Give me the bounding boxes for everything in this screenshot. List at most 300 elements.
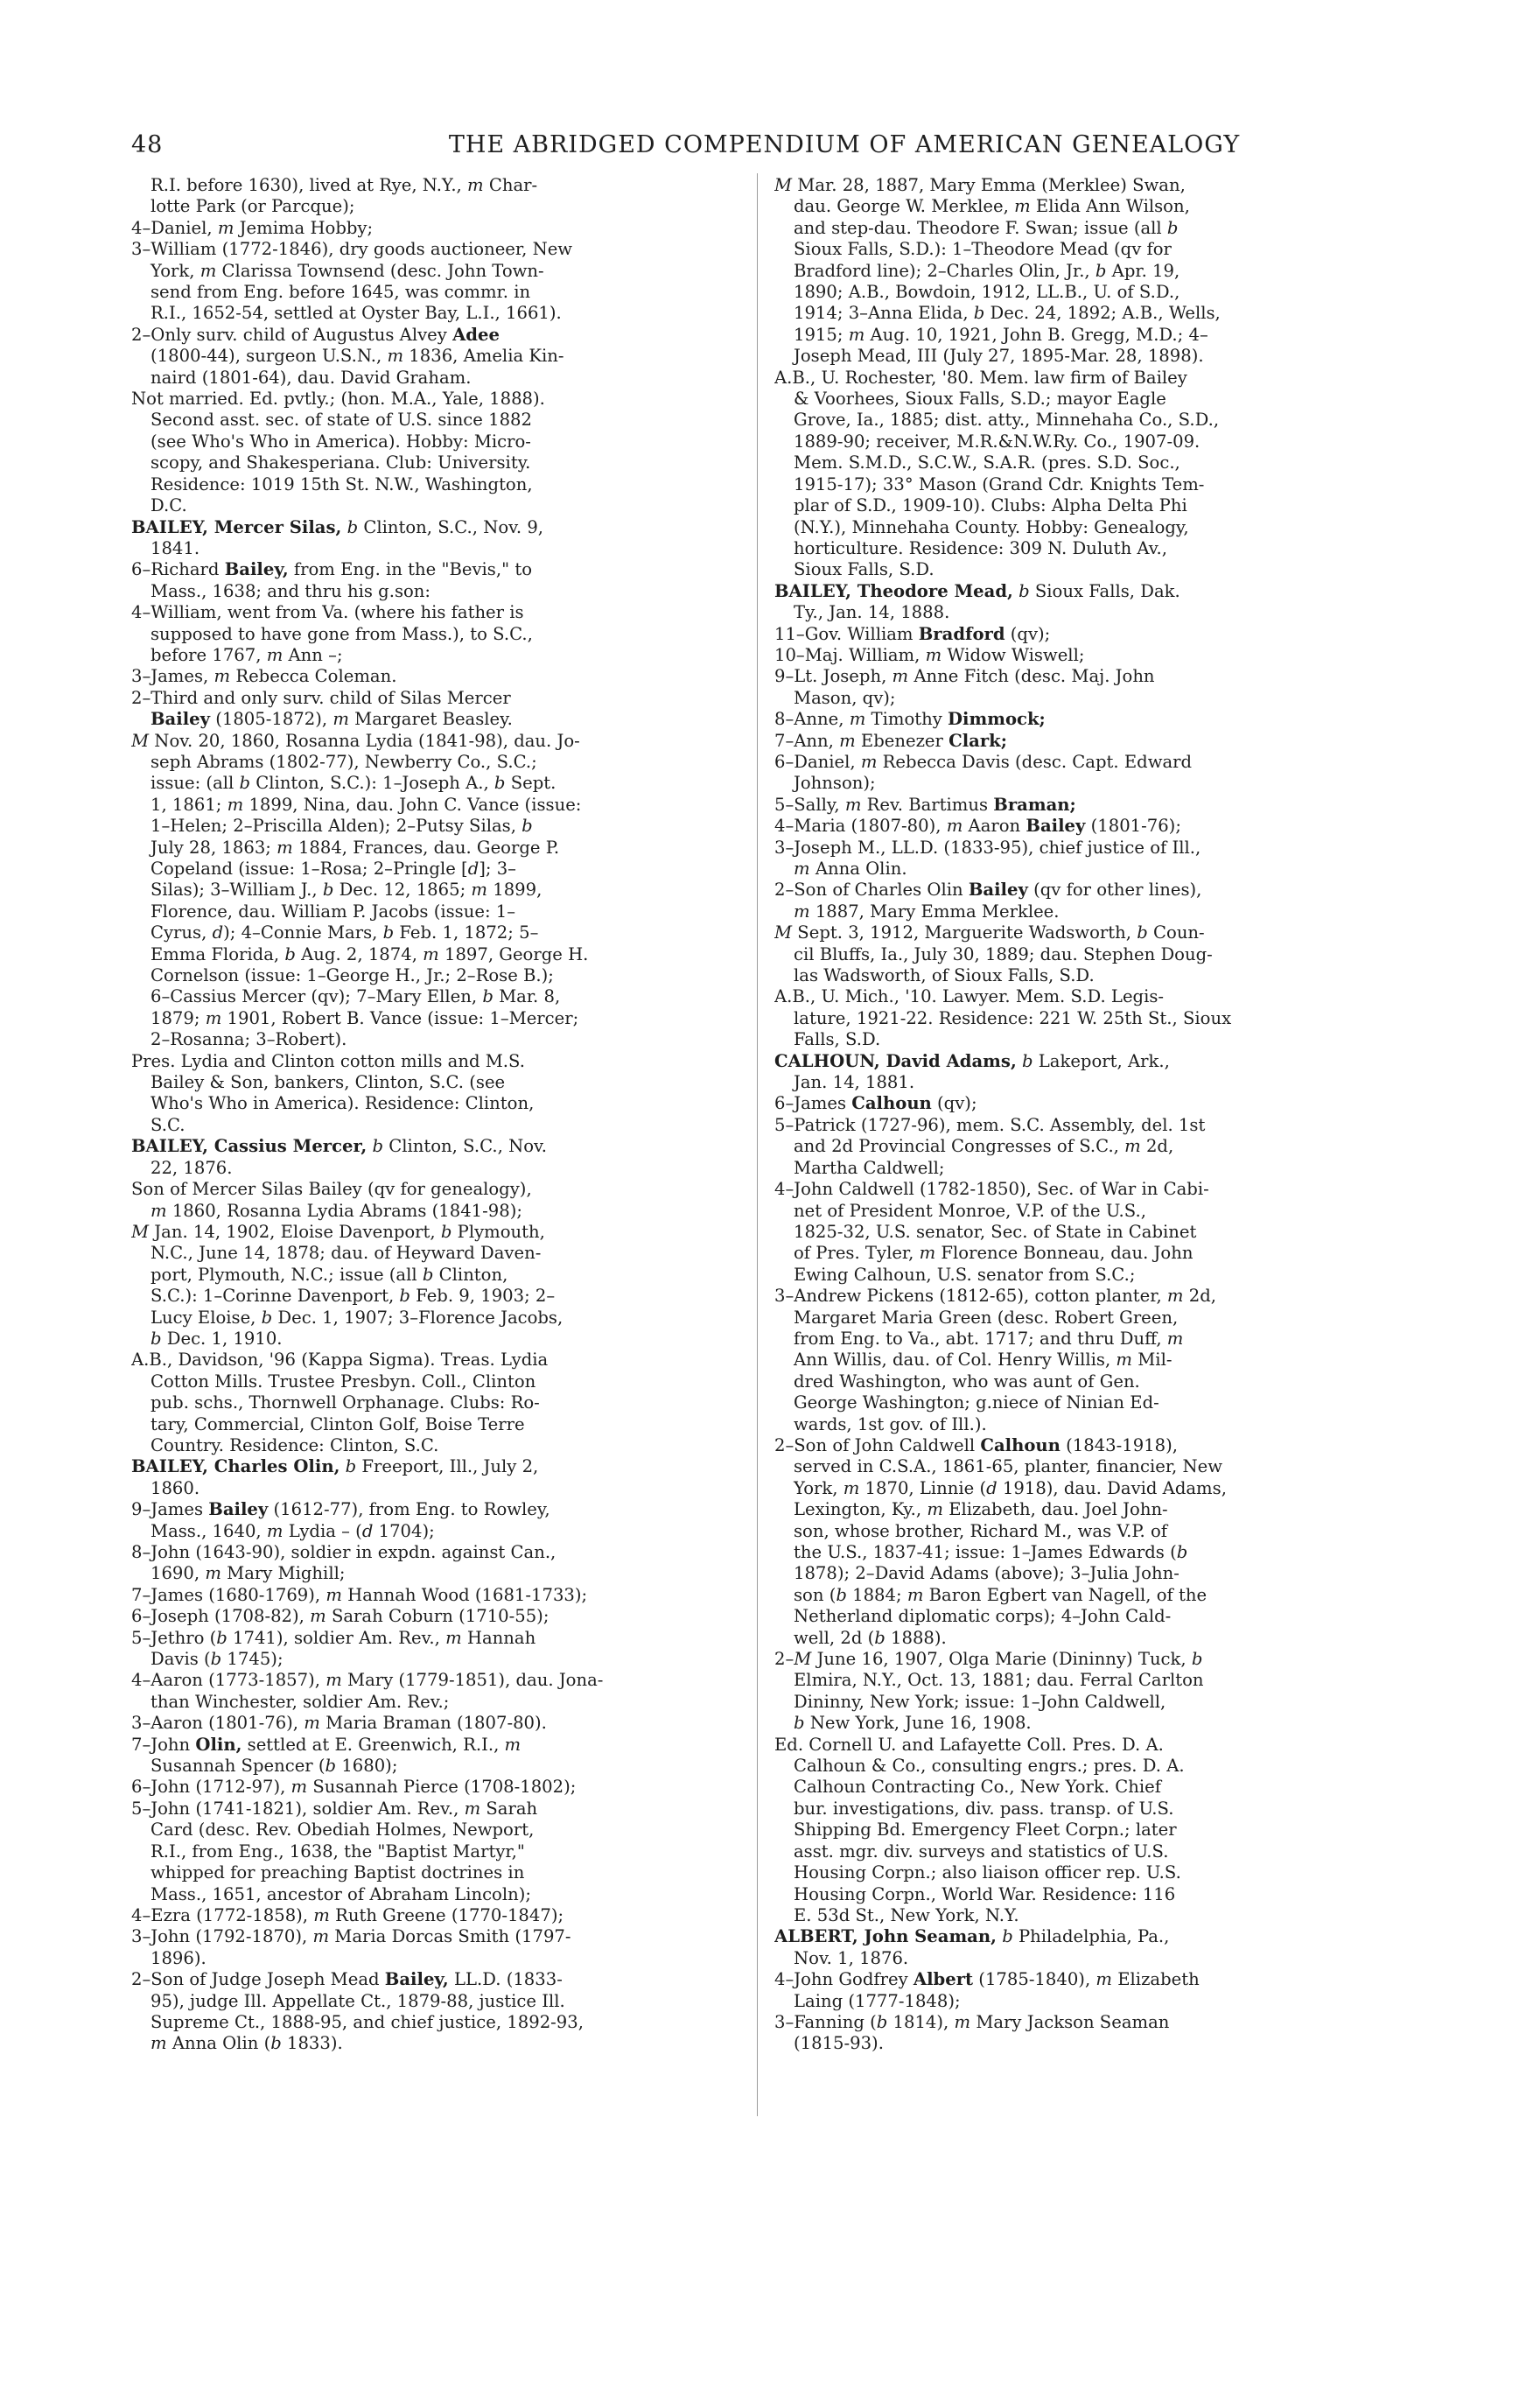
italic-text: m: [200, 260, 217, 281]
line-text: George Washington; g.niece of Ninian Ed-: [794, 1392, 1159, 1413]
entry-line: [131, 1628, 739, 1649]
line-text: whipped for preaching Baptist doctrines in: [150, 1862, 525, 1883]
entry-line: [774, 261, 1382, 282]
line-text: June 16, 1907, Olga Marie (Dininny) Tuck,: [811, 1649, 1192, 1670]
italic-text: m: [312, 1926, 330, 1947]
bold-text: BAILEY, Charles Olin,: [131, 1456, 340, 1477]
line-text: lotte Park (or Parcque);: [150, 196, 355, 217]
entry-line: [774, 838, 1382, 859]
entry-line: [131, 282, 739, 303]
italic-text: m: [794, 859, 810, 879]
line-text: 1, 1861;: [150, 794, 228, 815]
italic-text: m: [326, 1670, 342, 1691]
entry-line: [774, 688, 1382, 709]
line-text: 11–Gov. William: [774, 623, 919, 644]
italic-text: m: [1096, 1969, 1112, 1990]
italic-text: m: [927, 1499, 943, 1520]
line-text: Card (desc. Rev. Obediah Holmes, Newport,: [150, 1820, 535, 1841]
italic-text: m: [471, 880, 487, 901]
entry-line: [131, 1713, 739, 1734]
italic-text: m: [1014, 196, 1031, 217]
italic-text: m: [843, 1477, 860, 1498]
italic-text: m: [925, 644, 942, 665]
line-text: Who's Who in America). Residence: Clinton,: [150, 1093, 535, 1114]
entry-line: [131, 688, 739, 709]
line-text: 4–Aaron (1773-1857),: [131, 1670, 326, 1691]
entry-line: [774, 1308, 1382, 1329]
line-text: 1836, Amelia Kin-: [403, 346, 564, 367]
line-text: (1612-77), from Eng. to Rowley,: [268, 1499, 550, 1520]
entry-line: [774, 1350, 1382, 1371]
entry-line: [131, 1435, 739, 1456]
entry-line: [774, 859, 1382, 880]
italic-text: m: [217, 217, 234, 238]
line-text: 1918), dau. David Adams,: [997, 1477, 1227, 1498]
line-text: 2–Third and only surv. child of Silas Mercer: [131, 687, 511, 708]
italic-text: b: [440, 1221, 452, 1242]
entry-line: [774, 1093, 1382, 1114]
entry-line: [131, 666, 739, 687]
entry-line: [131, 474, 739, 495]
line-text: 4–Ezra (1772-1858),: [131, 1904, 314, 1925]
line-text: Supreme Ct., 1888-95, and chief justice, 1892-93,: [150, 2011, 584, 2032]
entry-line: [774, 1115, 1382, 1136]
line-text: Elida Ann Wilson,: [1030, 196, 1190, 217]
entry-line: [131, 1308, 739, 1329]
line-text: 3–Fanning (: [774, 2011, 877, 2032]
bold-text: Bailey,: [224, 559, 289, 580]
line-text: Aug. 10, 1921, John B. Gregg, M.D.; 4–: [864, 324, 1208, 345]
italic-text: b: [150, 1328, 162, 1349]
line-text: naird (1801-64), dau. David Graham.: [150, 367, 472, 388]
entry-line: [774, 709, 1382, 730]
line-text: Laing (1777-1848);: [794, 1990, 961, 2011]
line-text: Grove, Ia., 1885; dist. atty., Minnehaha Co., S.D.,: [794, 410, 1220, 431]
line-text: Dininny, New York; issue: 1–John Caldwell,: [794, 1691, 1166, 1712]
line-text: Johnson);: [794, 773, 876, 794]
line-text: Cotton Mills. Trustee Presbyn. Coll., Clinton: [150, 1371, 536, 1392]
italic-text: m: [214, 666, 231, 687]
line-text: Country. Residence: Clinton, S.C.: [150, 1434, 439, 1455]
line-text: 6–Daniel,: [774, 751, 861, 772]
line-text: Mass., 1640,: [150, 1520, 267, 1541]
line-text: Sioux Falls, S.D.): 1–Theodore Mead (qv for: [794, 239, 1172, 260]
italic-text: m: [205, 1007, 222, 1028]
line-text: A.B., Davidson, '96 (Kappa Sigma). Treas. Lydia: [131, 1350, 549, 1371]
line-text: and 2d Provincial Congresses of S.C.,: [794, 1136, 1125, 1157]
line-text: Susannah Spencer (: [150, 1756, 326, 1777]
entry-line: [774, 1136, 1382, 1157]
line-text: 5–Jethro (: [131, 1627, 217, 1648]
line-text: Elmira, N.Y., Oct. 13, 1881; dau. Ferral Carlton: [794, 1670, 1204, 1691]
entry-line: [131, 1350, 739, 1371]
italic-text: m: [326, 1584, 342, 1605]
bold-text: Bailey,: [384, 1969, 449, 1990]
line-text: 1901, Robert B. Vance (issue: 1–Mercer;: [221, 1007, 579, 1028]
line-text: 1825-32, U.S. senator, Sec. of State in Cabinet: [794, 1221, 1197, 1242]
italic-text: m: [1124, 1136, 1141, 1157]
line-text: (1785-1840),: [973, 1969, 1096, 1990]
entry-line: [131, 196, 739, 217]
line-text: 1860.: [150, 1477, 200, 1498]
entry-line: [131, 838, 739, 859]
entry-line: [774, 1222, 1382, 1243]
line-text: 2–Rosanna; 3–Robert).: [150, 1029, 347, 1050]
entry-line: [774, 282, 1382, 303]
line-text: Clinton,: [433, 1264, 508, 1285]
bold-text: Clark;: [948, 730, 1007, 751]
line-text: 4–John Godfrey: [774, 1969, 914, 1990]
line-text: 4–Maria (1807-80),: [774, 816, 947, 837]
line-text: 8–John (1643-90), soldier in expdn. against Can.,: [131, 1542, 556, 1562]
line-text: 1915-17); 33° Mason (Grand Cdr. Knights Tem-: [794, 473, 1205, 494]
entry-line: [774, 795, 1382, 816]
entry-line: [131, 986, 739, 1007]
italic-text: m: [332, 709, 349, 730]
bold-text: Bradford: [918, 623, 1005, 644]
entry-line: [774, 325, 1382, 346]
line-text: New York, June 16, 1908.: [804, 1713, 1032, 1734]
italic-text: m: [445, 1627, 462, 1648]
line-text: 1879;: [150, 1007, 206, 1028]
line-text: 1814),: [887, 2011, 955, 2032]
line-text: lature, 1921-22. Residence: 221 W. 25th St., Sioux: [794, 1007, 1232, 1028]
entry-line: [774, 1265, 1382, 1286]
entry-line: [131, 1521, 739, 1542]
entry-line: [131, 731, 739, 752]
line-text: before 1767,: [150, 644, 267, 665]
line-text: 1888).: [885, 1627, 947, 1648]
line-text: (1815-93).: [794, 2033, 884, 2054]
line-text: 4–William, went from Va. (where his father is: [131, 602, 524, 623]
line-text: Clinton, S.C., Nov. 9,: [358, 516, 544, 537]
entry-line: [131, 1392, 739, 1413]
line-text: Residence: 1019 15th St. N.W., Washington,: [150, 473, 533, 494]
entry-line: [774, 1884, 1382, 1905]
line-text: R.I. before 1630), lived at Rye, N.Y.,: [150, 175, 468, 195]
line-text: Netherland diplomatic corps); 4–John Cald-: [794, 1606, 1172, 1627]
line-text: 1833).: [281, 2033, 343, 2054]
italic-text: m: [848, 324, 865, 345]
entry-line: [774, 2012, 1382, 2033]
entry-line: [131, 752, 739, 773]
italic-text: b: [372, 1136, 384, 1157]
entry-line: [774, 1243, 1382, 1264]
entry-line: [774, 495, 1382, 516]
line-text: Clinton, S.C., Nov.: [383, 1136, 547, 1157]
line-text: 22, 1876.: [150, 1157, 233, 1178]
italic-text: m: [290, 1777, 308, 1798]
italic-text: m: [946, 816, 963, 837]
entry-line: [131, 709, 739, 730]
line-text: than Winchester, soldier Am. Rev.;: [150, 1691, 450, 1712]
entry-line: [131, 1777, 739, 1798]
italic-text: m: [844, 794, 862, 815]
line-text: Housing Corpn., World War. Residence: 116: [794, 1883, 1176, 1904]
line-text: Nov. 20, 1860, Rosanna Lydia (1841-98), dau. Jo-: [149, 730, 580, 751]
entry-line: [131, 859, 739, 880]
line-text: Ann –;: [283, 644, 343, 665]
entry-line: [774, 410, 1382, 431]
entry-line: [774, 389, 1382, 410]
italic-text: b: [494, 773, 506, 794]
entry-line: [131, 1692, 739, 1713]
line-text: 4–John Caldwell (1782-1850), Sec. of War in Cabi-: [774, 1179, 1209, 1200]
bold-text: CALHOUN, David Adams,: [774, 1050, 1017, 1071]
line-text: 9–Lt. Joseph,: [774, 666, 892, 687]
line-text: Mason, qv);: [794, 687, 896, 708]
italic-text: m: [150, 1200, 167, 1221]
line-text: Ewing Calhoun, U.S. senator from S.C.;: [794, 1264, 1136, 1285]
italic-text: b: [1166, 217, 1179, 238]
line-text: of Pres. Tyler,: [794, 1243, 920, 1264]
line-text: Freeport, Ill., July 2,: [356, 1456, 539, 1477]
line-text: 1870, Linnie (: [859, 1477, 987, 1498]
line-text: 7–John: [131, 1734, 196, 1755]
line-text: Silas); 3–William J.,: [150, 880, 323, 901]
line-text: 3–Joseph M., LL.D. (1833-95), chief justice of Ill.,: [774, 837, 1201, 858]
entry-line: [131, 452, 739, 473]
italic-text: b: [1095, 260, 1107, 281]
entry-line: [774, 922, 1382, 943]
italic-text: M: [774, 922, 793, 943]
entry-line: [774, 1158, 1382, 1179]
bold-text: BAILEY, Cassius Mercer,: [131, 1136, 368, 1157]
bold-text: Bailey: [968, 880, 1028, 901]
italic-text: b: [1191, 1649, 1203, 1670]
line-text: (see Who's Who in America). Hobby: Micro-: [150, 431, 531, 452]
line-text: Cornelson (issue: 1–George H., Jr.; 2–Rose B.);: [150, 965, 554, 986]
italic-text: m: [1166, 1328, 1184, 1349]
entry-line: [131, 1969, 739, 1990]
italic-text: b: [973, 303, 985, 324]
line-text: A.B., U. Rochester, '80. Mem. law firm of Bailey: [774, 367, 1187, 388]
line-text: issue: (all: [150, 773, 240, 794]
entry-line: [774, 346, 1382, 367]
line-text: Mary Jackson Seaman: [970, 2011, 1170, 2032]
line-text: cil Bluffs, Ia., July 30, 1889; dau. Stephen Doug-: [794, 943, 1213, 964]
line-text: July 28, 1863;: [150, 837, 277, 858]
entry-line: [774, 2033, 1382, 2054]
page-header-title: THE ABRIDGED COMPENDIUM OF AMERICAN GENEALOGY: [448, 131, 1241, 158]
italic-text: b: [270, 2033, 282, 2054]
entry-line: [774, 731, 1382, 752]
italic-text: m: [304, 1713, 320, 1734]
line-text: 1–Helen; 2–Priscilla Alden); 2–Putsy Silas,: [150, 816, 522, 837]
entry-line: [131, 559, 739, 580]
italic-text: M: [794, 1649, 812, 1670]
italic-text: M: [774, 175, 793, 195]
line-text: Philadelphia, Pa.,: [1012, 1926, 1170, 1947]
line-text: send from Eng. before 1645, was commr. in: [150, 282, 531, 303]
line-text: well, 2d (: [794, 1627, 875, 1648]
line-text: Clarissa Townsend (desc. John Town-: [216, 260, 544, 281]
italic-text: m: [387, 346, 404, 367]
bold-text: Olin,: [195, 1734, 242, 1755]
entry-line: [131, 1179, 739, 1200]
line-text: Feb. 1, 1872; 5–: [394, 922, 539, 943]
line-text: Clinton, S.C.): 1–Joseph A.,: [250, 773, 494, 794]
entry-line: [774, 1051, 1382, 1072]
italic-text: b: [1137, 922, 1148, 943]
entry-line: [131, 1499, 739, 1520]
entry-line: [131, 795, 739, 816]
line-text: Hannah: [461, 1627, 536, 1648]
italic-text: m: [892, 666, 909, 687]
line-text: Rebecca Coleman.: [230, 666, 397, 687]
italic-text: d: [361, 1520, 374, 1541]
line-text: Not married. Ed. pvtly.; (hon. M.A., Yale, 1888).: [131, 389, 545, 410]
entry-line: [774, 1521, 1382, 1542]
entry-line: [131, 1265, 739, 1286]
line-text: LL.D. (1833-: [448, 1969, 563, 1990]
italic-text: b: [522, 816, 533, 837]
line-text: York,: [794, 1477, 844, 1498]
entry-line: [131, 239, 739, 260]
entry-line: [774, 474, 1382, 495]
line-text: dred Washington, who was aunt of Gen.: [794, 1371, 1140, 1392]
bold-text: Adee: [452, 324, 500, 345]
entry-line: [131, 346, 739, 367]
italic-text: m: [849, 709, 866, 730]
italic-text: b: [794, 1713, 805, 1734]
italic-text: b: [399, 1286, 410, 1307]
line-text: 1915;: [794, 324, 849, 345]
line-text: Elizabeth, dau. Joel John-: [942, 1499, 1168, 1520]
italic-text: b: [382, 922, 395, 943]
line-text: Anne Fitch (desc. Maj. John: [908, 666, 1155, 687]
line-text: Ed. Cornell U. and Lafayette Coll. Pres. D. A.: [774, 1734, 1164, 1755]
entry-line: [774, 1905, 1382, 1926]
line-text: 10–Maj. William,: [774, 644, 926, 665]
page-number: 48: [131, 131, 164, 158]
entry-line: [774, 901, 1382, 922]
line-text: supposed to have gone from Mass.), to S.C.,: [150, 623, 533, 644]
line-text: dau. George W. Merklee,: [794, 196, 1015, 217]
line-text: Joseph Mead, III (July 27, 1895-Mar. 28, 1898).: [794, 346, 1204, 367]
left-column: [131, 175, 739, 2310]
entry-line: [774, 1606, 1382, 1627]
entry-line: [774, 624, 1382, 645]
line-text: Sarah: [480, 1798, 538, 1819]
line-text: Elizabeth: [1112, 1969, 1200, 1990]
entry-line: [131, 1948, 739, 1969]
entry-line: [131, 1072, 739, 1093]
line-text: Dec. 1, 1910.: [161, 1328, 283, 1349]
entry-line: [131, 1735, 739, 1756]
line-text: D.C.: [150, 495, 187, 516]
line-text: Sioux Falls, Dak.: [1029, 580, 1180, 601]
entry-line: [774, 986, 1382, 1007]
entry-line: [774, 666, 1382, 687]
entry-line: [131, 1243, 739, 1264]
entry-line: [131, 1329, 739, 1350]
italic-text: m: [310, 1606, 326, 1627]
line-text: 3–Aaron (1801-76),: [131, 1713, 304, 1734]
italic-text: b: [1018, 580, 1030, 601]
entry-line: [774, 1969, 1382, 1990]
line-text: Florence Bonneau, dau. John: [935, 1243, 1194, 1264]
line-text: Widow Wiswell;: [942, 644, 1085, 665]
line-text: Pres. Lydia and Clinton cotton mills and M.S.: [131, 1050, 525, 1071]
italic-text: b: [1022, 1050, 1033, 1071]
entry-line: [774, 1862, 1382, 1883]
line-text: son, whose brother, Richard M., was V.P. of: [794, 1520, 1168, 1541]
line-text: 95), judge Ill. Appellate Ct., 1879-88, justice Ill.: [150, 1990, 565, 2011]
entry-line: [774, 1670, 1382, 1691]
entry-line: [131, 1201, 739, 1222]
entry-line: [131, 1926, 739, 1947]
entry-line: [774, 196, 1382, 217]
entry-line: [131, 1670, 739, 1691]
line-text: Dec. 12, 1865;: [333, 880, 472, 901]
line-text: 1890; A.B., Bowdoin, 1912, LL.B., U. of S.D.,: [794, 282, 1180, 303]
entry-line: [131, 218, 739, 239]
entry-line: [131, 261, 739, 282]
italic-text: m: [794, 901, 810, 922]
italic-text: b: [210, 1649, 222, 1670]
line-text: 7–Ann,: [774, 730, 840, 751]
entry-line: [774, 1628, 1382, 1649]
line-text: 3–William (1772-1846), dry goods auctioneer, New: [131, 239, 573, 260]
entry-line: [131, 389, 739, 410]
entry-line: [131, 538, 739, 559]
line-text: Emma Florida,: [150, 943, 285, 964]
entry-line: [131, 602, 739, 623]
line-text: (qv);: [1004, 623, 1051, 644]
entry-line: [774, 1414, 1382, 1435]
entry-line: [131, 1862, 739, 1883]
entry-line: [131, 1115, 739, 1136]
line-text: 1899,: [487, 880, 542, 901]
line-text: Mass., 1638; and thru his g.son:: [150, 580, 431, 601]
entry-line: [774, 1756, 1382, 1777]
line-text: 5–Sally,: [774, 794, 845, 815]
line-text: 2–Son of John Caldwell: [774, 1434, 981, 1455]
entry-line: [774, 1371, 1382, 1392]
italic-text: b: [422, 1264, 434, 1285]
line-text: Mar. 8,: [493, 986, 561, 1007]
entry-line: [131, 1029, 739, 1050]
italic-text: b: [325, 1756, 337, 1777]
line-text: 1914; 3–Anna Elida,: [794, 303, 974, 324]
entry-line: [131, 624, 739, 645]
entry-line: [131, 880, 739, 901]
line-text: Sioux Falls, S.D.: [794, 559, 934, 580]
line-text: wards, 1st gov. of Ill.).: [794, 1413, 987, 1434]
entry-line: [131, 1051, 739, 1072]
italic-text: m: [1116, 1350, 1133, 1371]
entry-line: [131, 944, 739, 965]
entry-line: [131, 901, 739, 922]
line-text: 1704);: [373, 1520, 435, 1541]
line-text: A.B., U. Mich., '10. Lawyer. Mem. S.D. Legis-: [774, 986, 1165, 1007]
line-text: bur. investigations, div. pass. transp. of U.S.: [794, 1798, 1174, 1819]
entry-line: [774, 1777, 1382, 1798]
line-text: Mar. 28, 1887, Mary Emma (Merklee) Swan,: [792, 175, 1186, 195]
entry-line: [774, 1542, 1382, 1563]
entry-line: [774, 1392, 1382, 1413]
entry-line: [774, 1692, 1382, 1713]
italic-text: m: [150, 2033, 167, 2054]
line-text: 6–James: [774, 1093, 852, 1114]
bold-text: BAILEY, Mercer Silas,: [131, 516, 342, 537]
bold-text: Calhoun: [980, 1434, 1060, 1455]
line-text: (N.Y.), Minnehaha County. Hobby: Genealogy,: [794, 516, 1189, 537]
line-text: served in C.S.A., 1861-65, planter, financier, New: [794, 1456, 1223, 1477]
bold-text: BAILEY, Theodore Mead,: [774, 580, 1013, 601]
line-text: 6–Joseph (1708-82),: [131, 1606, 311, 1627]
